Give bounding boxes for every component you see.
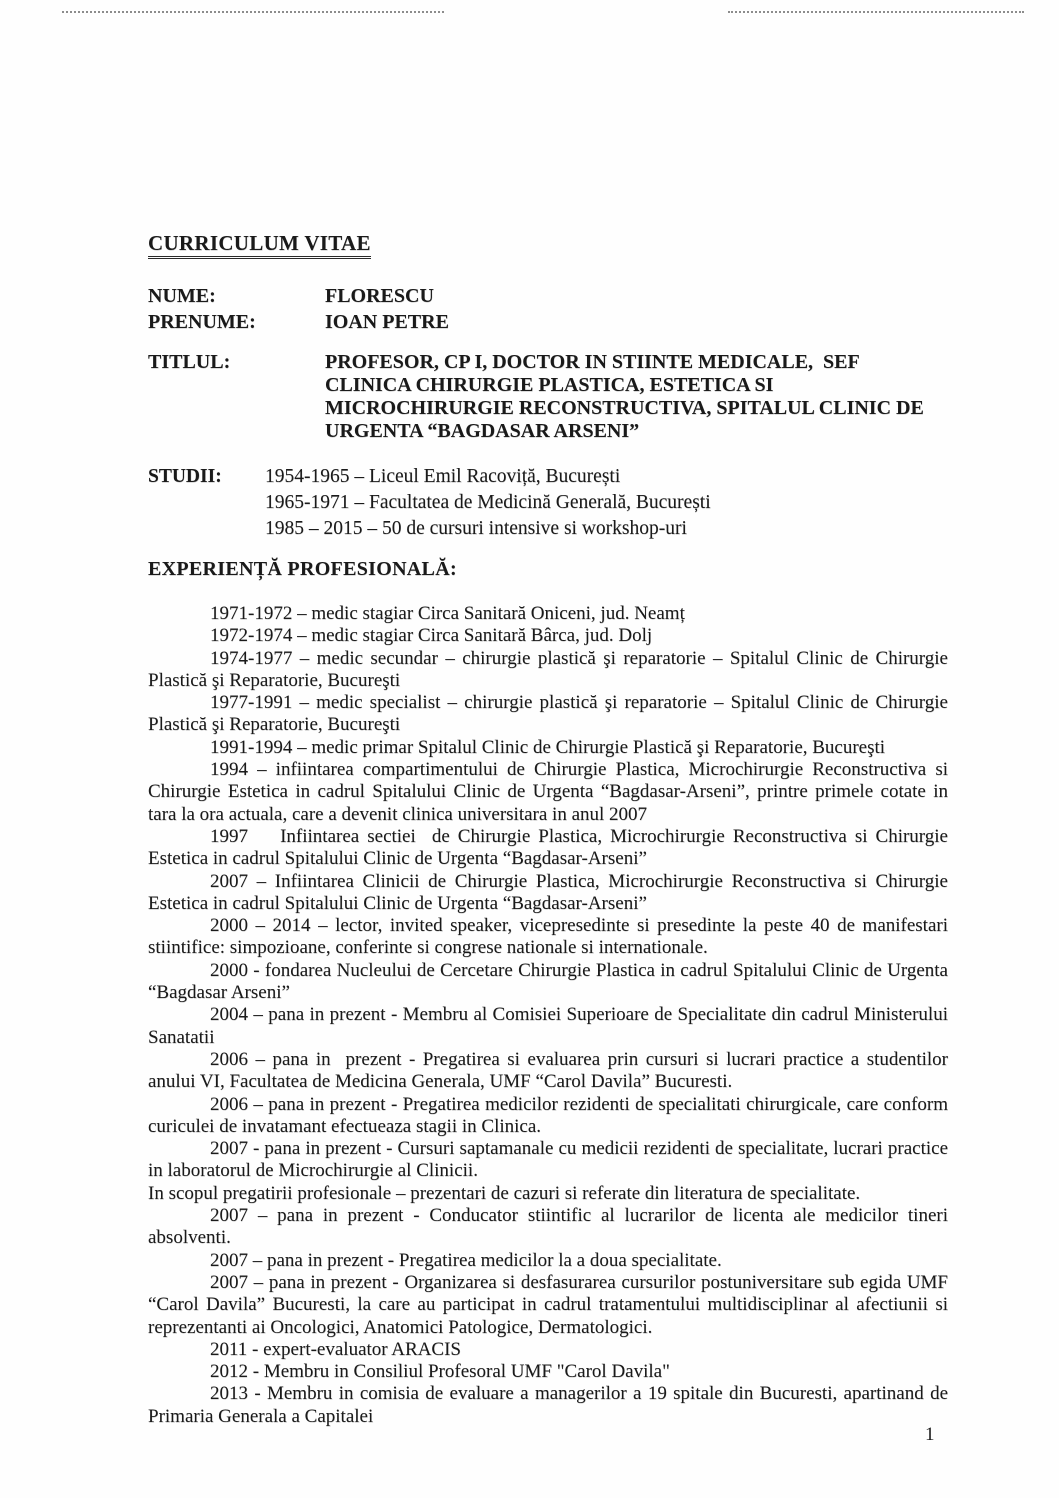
experience-paragraph: 2006 – pana in prezent - Pregatirea medicilor rezidenti de specialitati chirurgicale, care conform curiculei de invatamant efectueaza stagii in Clinica. xyxy=(148,1093,948,1137)
nume-value: FLORESCU xyxy=(325,285,434,307)
experience-paragraph: 1994 – infiintarea compartimentului de Chirurgie Plastica, Microchirurgie Reconstructiva si Chirurgie Estetica in cadrul Spitalului Clinic de Urgenta “Bagdasar-Arseni”, printre primele cotate in tara la ora actuala, care a devenit clinica universitara in anul 2007 xyxy=(148,759,948,825)
nume-label: NUME: xyxy=(148,285,216,307)
experience-paragraph: In scopul pregatirii profesionale – prezentari de cazuri si referate din literatura de specialitate. xyxy=(148,1182,861,1204)
scan-noise-right xyxy=(728,11,1024,13)
nume-row xyxy=(148,283,948,309)
titlul-value xyxy=(325,351,924,443)
experience-paragraph: 1997 Infiintarea sectiei de Chirurgie Plastica, Microchirurgie Reconstructiva si Chirurgie Estetica in cadrul Spitalului Clinic de Urgenta “Bagdasar-Arseni” xyxy=(148,825,948,870)
prenume-row xyxy=(148,309,948,335)
experience-paragraph: 2004 – pana in prezent - Membru al Comisiei Superioare de Specialitate din cadrul Ministerului Sanatatii xyxy=(148,1004,948,1048)
document-title xyxy=(148,231,948,259)
experience-paragraph: 1972-1974 – medic stagiar Circa Sanitară Bârca, jud. Dolj xyxy=(210,625,653,647)
experience-paragraph: 2013 - Membru in comisia de evaluare a managerilor a 19 spitale din Bucuresti, apartinand de Primaria Generala a Capitalei xyxy=(148,1383,948,1427)
experience-paragraph: 2000 – 2014 – lector, invited speaker, vicepresedinte si presedinte la peste 40 de manifestari stiintifice: simpozioane, conferinte si congrese nationale si internationale. xyxy=(148,915,948,959)
experience-paragraph: 2006 – pana in prezent - Pregatirea si evaluarea prin cursuri si lucrari practice a studentilor anului VI, Facultatea de Medicina Generala, UMF “Carol Davila” Bucuresti. xyxy=(148,1048,948,1093)
studii-item: 1954-1965 – Liceul Emil Racoviță, București xyxy=(265,466,621,487)
document-title-text: CURRICULUM VITAE xyxy=(148,231,371,259)
titlul-line: PROFESOR, CP I, DOCTOR IN STIINTE MEDICALE, SEF xyxy=(325,351,860,373)
experienta-heading: EXPERIENȚĂ PROFESIONALĂ: xyxy=(148,558,457,580)
document-content xyxy=(148,231,948,1428)
experienta-paragraphs xyxy=(148,603,948,1428)
titlul-line: MICROCHIRURGIE RECONSTRUCTIVA, SPITALUL CLINIC DE xyxy=(325,397,924,419)
studii-block xyxy=(148,464,948,542)
experience-paragraph: 1974-1977 – medic secundar – chirurgie plastică şi reparatorie – Spitalul Clinic de Chirurgie Plastică şi Reparatorie, Bucureşti xyxy=(148,647,948,691)
prenume-label: PRENUME: xyxy=(148,311,256,333)
experience-paragraph: 2007 – pana in prezent - Pregatirea medicilor la a doua specialitate. xyxy=(210,1249,722,1271)
experience-paragraph: 1977-1991 – medic specialist – chirurgie plastică şi reparatorie – Spitalul Clinic de Chirurgie Plastică şi Reparatorie, Bucureşti xyxy=(148,692,948,736)
experience-paragraph: 1971-1972 – medic stagiar Circa Sanitară Oniceni, jud. Neamț xyxy=(210,603,685,624)
experience-paragraph: 2011 - expert-evaluator ARACIS xyxy=(210,1338,461,1360)
experience-paragraph: 2012 - Membru in Consiliul Profesoral UMF "Carol Davila" xyxy=(210,1361,670,1383)
scan-noise-left xyxy=(62,11,444,13)
titlul-row xyxy=(148,351,948,443)
experience-paragraph: 2007 – pana in prezent - Conducator stiintific al lucrarilor de licenta ale medicilor tineri absolventi. xyxy=(148,1205,948,1249)
studii-item: 1985 – 2015 – 50 de cursuri intensive si workshop-uri xyxy=(265,518,687,539)
studii-items xyxy=(265,464,711,542)
studii-label: STUDII: xyxy=(148,466,222,487)
titlul-line: CLINICA CHIRURGIE PLASTICA, ESTETICA SI xyxy=(325,374,774,396)
prenume-value: IOAN PETRE xyxy=(325,311,449,333)
page-number: 1 xyxy=(925,1424,935,1445)
experience-paragraph: 2007 – pana in prezent - Organizarea si desfasurarea cursurilor postuniversitare sub egida UMF “Carol Davila” Bucuresti, la care au participat in cadrul tratamentului multidisciplinar al afectiunii si reprezentanti ai Oncologici, Anatomici Patologice, Dermatologici. xyxy=(148,1271,948,1338)
titlul-label: TITLUL: xyxy=(148,351,231,373)
titlul-line: URGENTA “BAGDASAR ARSENI” xyxy=(325,420,640,442)
experience-paragraph: 2000 - fondarea Nucleului de Cercetare Chirurgie Plastica in cadrul Spitalului Clinic de Urgenta “Bagdasar Arseni” xyxy=(148,959,948,1004)
experience-paragraph: 2007 – Infiintarea Clinicii de Chirurgie Plastica, Microchirurgie Reconstructiva si Chirurgie Estetica in cadrul Spitalului Clinic de Urgenta “Bagdasar-Arseni” xyxy=(148,870,948,914)
experience-paragraph: 2007 - pana in prezent - Cursuri saptamanale cu medicii rezidenti de specialitate, lucrari practice in laboratorul de Microchirurgie al Clinicii. xyxy=(148,1138,948,1182)
experience-paragraph: 1991-1994 – medic primar Spitalul Clinic de Chirurgie Plastică şi Reparatorie, Bucureşti xyxy=(210,736,886,758)
studii-item: 1965-1971 – Facultatea de Medicină Generală, București xyxy=(265,492,711,513)
identity-block xyxy=(148,283,948,443)
